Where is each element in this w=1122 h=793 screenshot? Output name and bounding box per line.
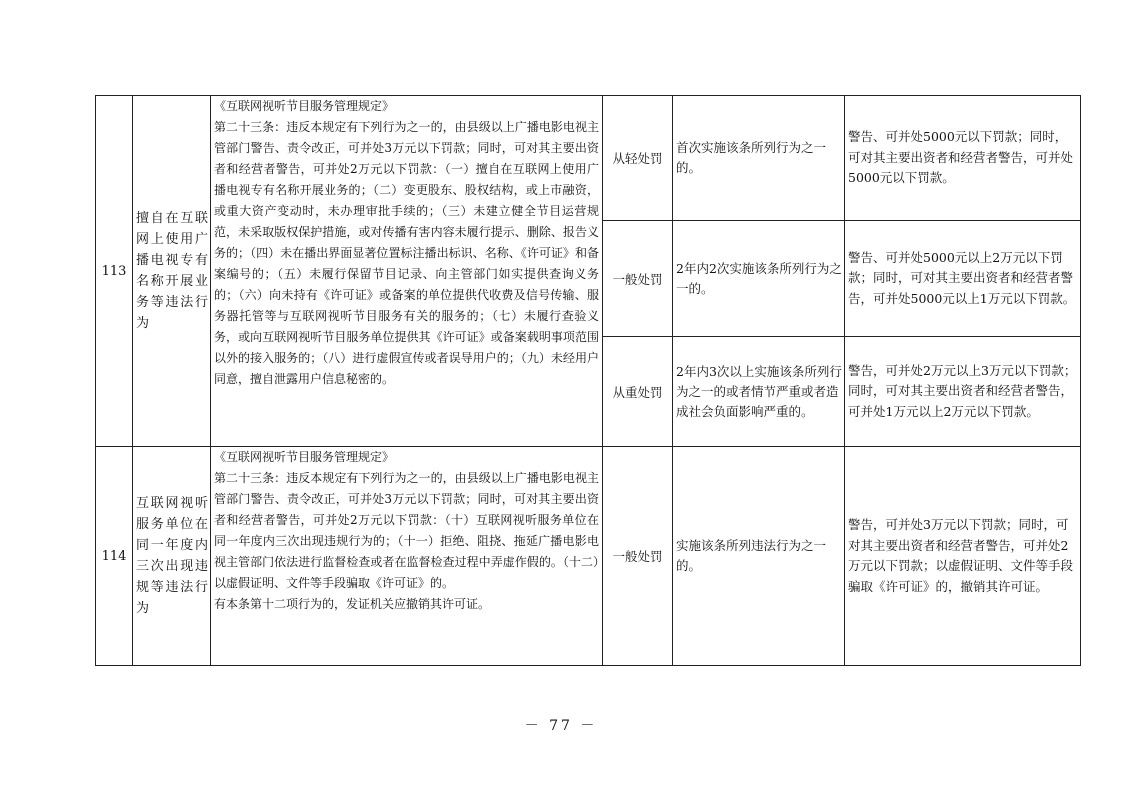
penalty-standard: 警告、可并处5000元以下罚款；同时，可对其主要出资者和经营者警告，可并处5000元以下罚款。 — [845, 96, 1081, 221]
violation-condition: 2年内2次实施该条所列行为之一的。 — [673, 221, 845, 337]
item-number: 113 — [96, 96, 133, 447]
penalty-level: 从轻处罚 — [603, 96, 673, 221]
basis-text: 第二十三条：违反本规定有下列行为之一的，由县级以上广播电影电视主管部门警告、责令改正，可并处3万元以下罚款；同时，可对其主要出资者和经营者警告，可并处2万元以下罚款：（十）互联网视听服务单位在同一年度内三次出现违规行为的；（十一）拒绝、阻挠、拖延广播电影电视主管部门依法进行监督检查或者在监督检查过程中弄虚作假的。（十二）以虚假证明、文件等手段骗取《许可证》的。 — [214, 471, 599, 590]
penalty-level: 一般处罚 — [603, 221, 673, 337]
table-row — [96, 447, 1081, 666]
violation-name: 互联网视听服务单位在同一年度内三次出现违规等违法行为 — [133, 447, 211, 666]
basis-title: 《互联网视听节目服务管理规定》 — [214, 99, 395, 113]
violation-condition: 实施该条所列违法行为之一的。 — [673, 447, 845, 666]
violation-condition: 2年内3次以上实施该条所列行为之一的或者情节严重或者造成社会负面影响严重的。 — [673, 337, 845, 447]
table-row — [96, 96, 1081, 221]
legal-basis — [211, 447, 603, 666]
penalty-level: 一般处罚 — [603, 447, 673, 666]
basis-note: 有本条第十二项行为的，发证机关应撤销其许可证。 — [214, 597, 491, 611]
legal-basis — [211, 96, 603, 447]
penalty-standard: 警告，可并处2万元以上3万元以下罚款；同时，可对其主要出资者和经营者警告，可并处1万元以上2万元以下罚款。 — [845, 337, 1081, 447]
page-number: － 77 － — [524, 718, 598, 734]
penalty-standard: 警告、可并处5000元以上2万元以下罚款；同时，可对其主要出资者和经营者警告，可并处5000元以上1万元以下罚款。 — [845, 221, 1081, 337]
basis-title: 《互联网视听节目服务管理规定》 — [214, 450, 395, 464]
penalty-level: 从重处罚 — [603, 337, 673, 447]
item-number: 114 — [96, 447, 133, 666]
basis-text: 第二十三条：违反本规定有下列行为之一的，由县级以上广播电影电视主管部门警告、责令改正，可并处3万元以下罚款；同时，可对其主要出资者和经营者警告，可并处2万元以下罚款：（一）擅自在互联网上使用广播电视专有名称开展业务的；（二）变更股东、股权结构，或上市融资，或重大资产变动时，未办理审批手续的；（三）未建立健全节目运营规范，未采取版权保护措施，或对传播有害内容未履行提示、删除、报告义务的；（四）未在播出界面显著位置标注播出标识、名称、《许可证》和备案编号的；（五）未履行保留节目记录、向主管部门如实提供查询义务的；（六）向未持有《许可证》或备案的单位提供代收费及信号传输、服务器托管等与互联网视听节目服务有关的服务的；（七）未履行查验义务，或向互联网视听节目服务单位提供其《许可证》或备案载明事项范围以外的接入服务的；（八）进行虚假宣传或者误导用户的；（九）未经用户同意，擅自泄露用户信息秘密的。 — [214, 120, 599, 386]
penalty-standards-table — [95, 95, 1081, 666]
violation-name: 擅自在互联网上使用广播电视专有名称开展业务等违法行为 — [133, 96, 211, 447]
penalty-standard: 警告，可并处3万元以下罚款；同时，可对其主要出资者和经营者警告，可并处2万元以下罚款；以虚假证明、文件等手段骗取《许可证》的，撤销其许可证。 — [845, 447, 1081, 666]
violation-condition: 首次实施该条所列行为之一的。 — [673, 96, 845, 221]
